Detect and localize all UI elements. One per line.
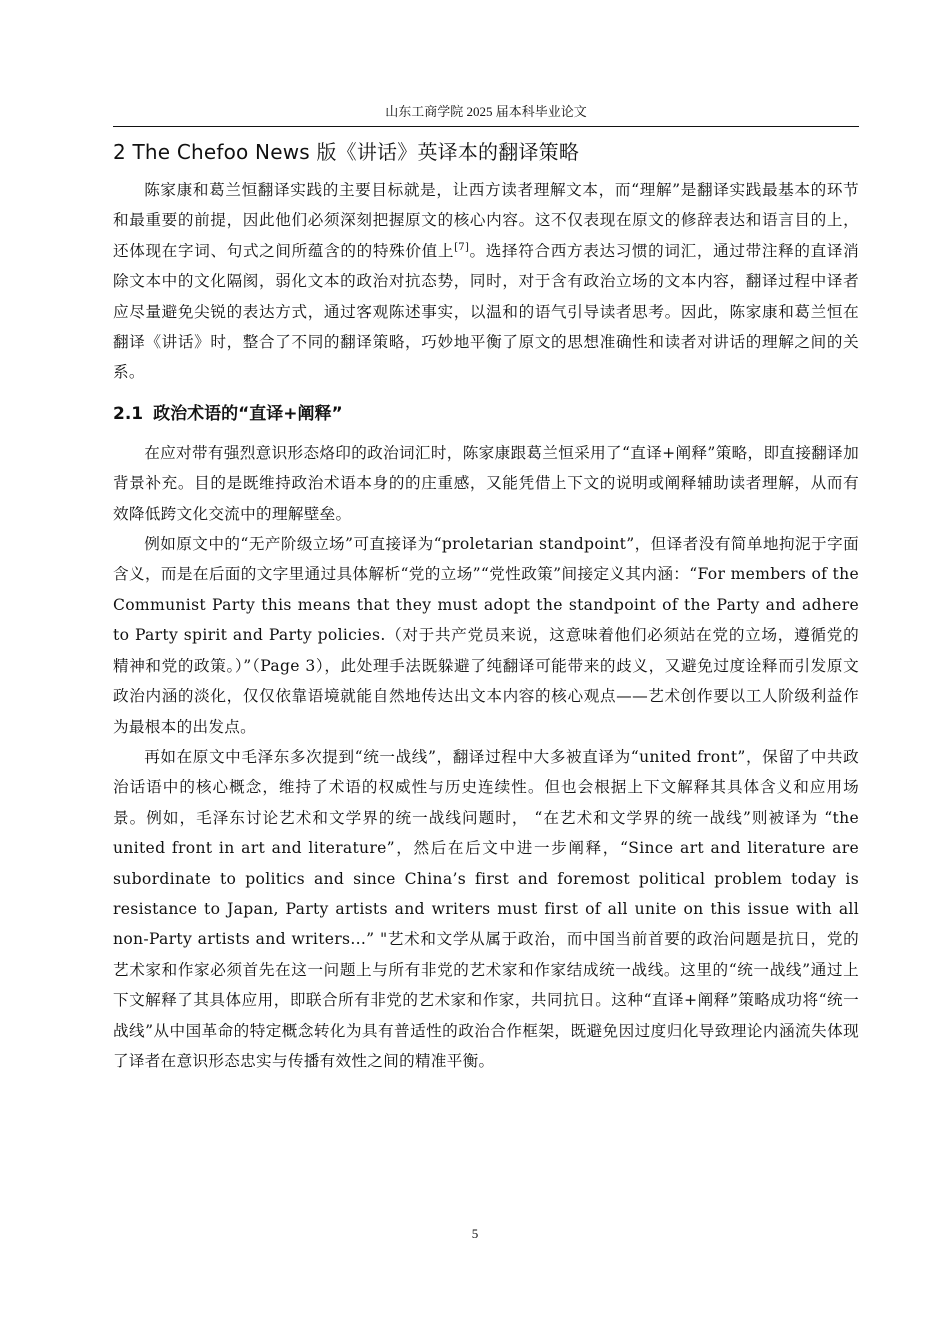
page-body <box>113 102 859 1076</box>
intro-paragraph <box>113 175 859 388</box>
section-heading <box>113 400 859 428</box>
section-title: 政治术语的“直译+阐释” <box>153 403 343 424</box>
body-paragraph-1: 在应对带有强烈意识形态烙印的政治词汇时，陈家康跟葛兰恒采用了“直译+阐释”策略，即直接翻译加背景补充。目的是既维持政治术语本身的的庄重感，又能凭借上下文的说明或阐释辅助读者理解，从而有效降低跨文化交流中的理解壁垒。 <box>113 443 859 523</box>
chapter-title: 2 The Chefoo News 版《讲话》英译本的翻译策略 <box>113 140 580 164</box>
page-number: 5 <box>471 1226 479 1241</box>
running-header: 山东工商学院 2025 届本科毕业论文 <box>113 102 859 127</box>
section-number: 2.1 <box>113 403 144 424</box>
intro-text-part-2: 。选择符合西方表达习惯的词汇，通过带注释的直译消除文本中的文化隔阂，弱化文本的政治对抗态势，同时，对于含有政治立场的文本内容，翻译过程中译者应尽量避免尖锐的表达方式，通过客观陈述事实，以温和的语气引导读者思考。因此，陈家康和葛兰恒在翻译《讲话》时，整合了不同的翻译策略，巧妙地平衡了原文的思想准确性和读者对讲话的理解之间的关系。 <box>113 241 859 382</box>
citation-marker[interactable]: [7] <box>454 241 470 253</box>
body-paragraph-3: 再如在原文中毛泽东多次提到“统一战线”，翻译过程中大多被直译为“united front”，保留了中共政治话语中的核心概念，维持了术语的权威性与历史连续性。但也会根据上下文解释其具体含义和应用场景。例如，毛泽东讨论艺术和文学界的统一战线问题时， “在艺术和文学界的统一战线”则被译为 “the united front in art and literature”，然后在后文中进一步阐释，“Since art and literature are subordinate to politics and since China’s first and foremost political problem today is resistance to Japan, Party artists and writers must first of all unite on this issue with all non-Party artists and writers...” "艺术和文学从属于政治，而中国当前首要的政治问题是抗日，党的艺术家和作家必须首先在这一问题上与所有非党的艺术家和作家结成统一战线。这里的“统一战线”通过上下文解释了其具体应用，即联合所有非党的艺术家和作家，共同抗日。这种“直译+阐释”策略成功将“统一战线”从中国革命的特定概念转化为具有普适性的政治合作框架，既避免因过度归化导致理论内涵流失体现了译者在意识形态忠实与传播有效性之间的精准平衡。 <box>113 747 859 1070</box>
intro-text-part-1: 陈家康和葛兰恒翻译实践的主要目标就是，让西方读者理解文本，而“理解”是翻译实践最基本的环节和最重要的前提，因此他们必须深刻把握原文的核心内容。这不仅表现在原文的修辞表达和语言目的上，还体现在字词、句式之间所蕴含的的特殊价值上 <box>113 181 859 260</box>
body-paragraph-2: 例如原文中的“无产阶级立场”可直接译为“proletarian standpoint”，但译者没有简单地拘泥于字面含义，而是在后面的文字里通过具体解析“党的立场”“党性政策”间接定义其内涵：“For members of the Communist Party this means that they must adopt the standpoint of the Party and adhere to Party spirit and Party policies.（对于共产党员来说，这意味着他们必须站在党的立场，遵循党的精神和党的政策。）”（Page 3），此处理手法既躲避了纯翻译可能带来的歧义，又避免过度诠释而引发原文政治内涵的淡化，仅仅依靠语境就能自然地传达出文本内容的核心观点——艺术创作要以工人阶级利益作为最根本的出发点。 <box>113 535 859 736</box>
